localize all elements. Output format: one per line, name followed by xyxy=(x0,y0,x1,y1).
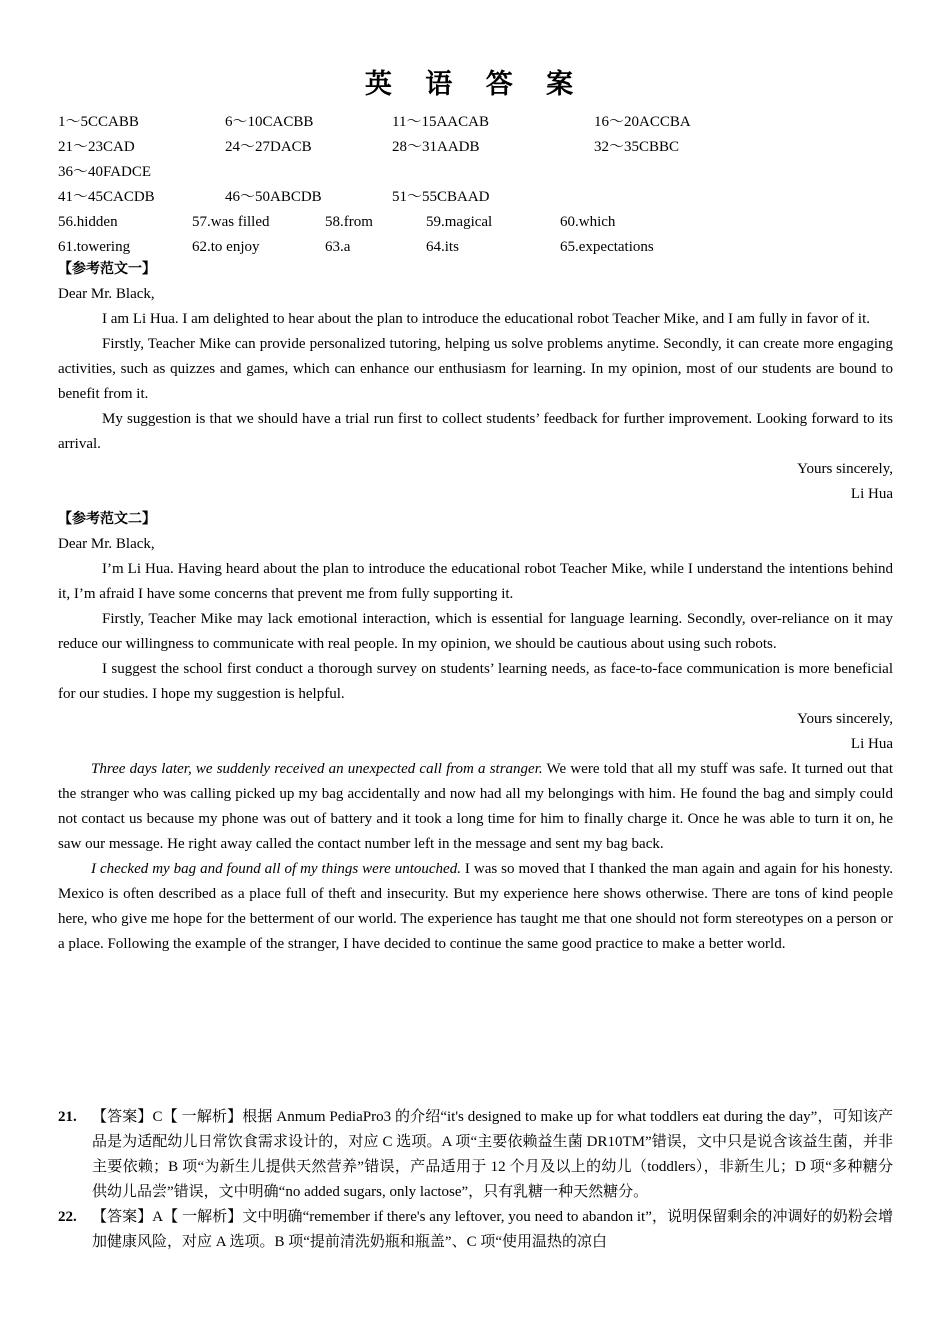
answer-key-cell: 1～5CCABB xyxy=(58,114,139,130)
explanation-item xyxy=(58,1105,893,1205)
answer-key-row xyxy=(58,160,898,185)
answer-key-cell: 41～45CACDB xyxy=(58,189,155,205)
answer-key-cell: 24～27DACB xyxy=(225,139,312,155)
fill-in-cell: 59.magical xyxy=(426,214,493,230)
explanation-text: 【答案】C【 一解析】根据 Anmum PediaPro3 的介绍“it's designed to make up for what toddlers eat during the day”，可知该产品是为适配幼儿日常饮食需求设计的，对应 C 选项。A 项“主要依赖益生菌 DR10TM”错误，文中只是说含该益生菌，并非主要依赖；B 项“为新生儿提供天然营养”错误，产品适用于 12 个月及以上的幼儿（toddlers），非新生儿；D 项“多种糖分供幼儿品尝”错误，文中明确“no added sugars, only lactose”，只有乳糖一种天然糖分。 xyxy=(92,1109,893,1200)
fill-in-cell: 60.which xyxy=(560,214,616,230)
fill-in-cell: 62.to enjoy xyxy=(192,239,260,255)
answer-key-cell: 11～15AACAB xyxy=(392,114,489,130)
answer-key-cell: 36～40FADCE xyxy=(58,164,152,180)
continuation-paragraph xyxy=(58,857,893,957)
sample2-paragraph: I suggest the school first conduct a thorough survey on students’ learning needs, as face-to-face communication is more beneficial for our studies. I hope my suggestion is helpful. xyxy=(58,661,893,702)
fill-in-cell: 64.its xyxy=(426,239,459,255)
sample2-paragraph: I’m Li Hua. Having heard about the plan to introduce the educational robot Teacher Mike, while I understand the intentions behind it, I’m afraid I have some concerns that prevent me from fully supporting it. xyxy=(58,561,893,602)
sample2-heading: 【参考范文二】 xyxy=(58,511,156,527)
sample2-greeting: Dear Mr. Black, xyxy=(58,536,155,552)
fill-in-cell: 65.expectations xyxy=(560,239,654,255)
continuation-text: We were told that all my stuff was safe. It turned out that the stranger who was calling picked up my bag accidentally and now had all my belongings with him. He found the bag and simply could not contact us because my phone was out of battery and it took a long time for him to finally charge it. Once he was able to turn it on, he saw our message. He right away called the contact number left in the message and sent my bag back. xyxy=(58,761,893,852)
answer-key-cell: 6～10CACBB xyxy=(225,114,314,130)
fill-in-cell: 57.was filled xyxy=(192,214,270,230)
sample1-paragraph: My suggestion is that we should have a trial run first to collect students’ feedback for further improvement. Looking forward to its arrival. xyxy=(58,411,893,452)
continuation-paragraph xyxy=(58,757,893,857)
explanation-item xyxy=(58,1205,893,1255)
answer-key-cell: 32～35CBBC xyxy=(594,139,680,155)
fill-in-cell: 56.hidden xyxy=(58,214,118,230)
fill-in-cell: 63.a xyxy=(325,239,351,255)
answer-key-cell: 21～23CAD xyxy=(58,139,135,155)
question-number: 21. xyxy=(58,1109,77,1125)
essay-section xyxy=(58,257,893,957)
answer-key xyxy=(58,110,898,260)
fill-in-row xyxy=(58,210,898,235)
page-title: 英 语 答 案 xyxy=(364,69,586,100)
sample1-paragraph: I am Li Hua. I am delighted to hear about the plan to introduce the educational robot Teacher Mike, and I am fully in favor of it. xyxy=(102,311,871,327)
sample2-paragraph: Firstly, Teacher Mike may lack emotional interaction, which is essential for language learning. Secondly, over-reliance on it may reduce our willingness to communicate with real people. In my opinion, we should be cautious about using such robots. xyxy=(58,611,893,652)
answer-key-row xyxy=(58,110,898,135)
fill-in-cell: 58.from xyxy=(325,214,373,230)
sample2-closing: Yours sincerely, xyxy=(797,711,893,727)
explanations-section xyxy=(58,1105,893,1255)
answer-key-cell: 46～50ABCDB xyxy=(225,189,322,205)
answer-key-cell: 28～31AADB xyxy=(392,139,480,155)
continuation-lead-sentence: Three days later, we suddenly received an unexpected call from a stranger. xyxy=(91,761,543,777)
answer-key-row xyxy=(58,185,898,210)
answer-key-row xyxy=(58,135,898,160)
sample1-paragraph: Firstly, Teacher Mike can provide personalized tutoring, helping us solve problems anytime. Secondly, it can create more engaging activities, such as quizzes and games, which can enhance our enthusiasm for learning. In my opinion, most of our students are bound to benefit from it. xyxy=(58,336,893,402)
sample1-closing: Yours sincerely, xyxy=(797,461,893,477)
question-number: 22. xyxy=(58,1209,77,1225)
sample1-greeting: Dear Mr. Black, xyxy=(58,286,155,302)
explanation-text: 【答案】A【 一解析】文中明确“remember if there's any leftover, you need to abandon it”，说明保留剩余的冲调好的奶粉会增加健康风险，对应 A 选项。B 项“提前清洗奶瓶和瓶盖”、C 项“使用温热的凉白 xyxy=(92,1209,893,1250)
continuation-lead-sentence: I checked my bag and found all of my things were untouched. xyxy=(91,861,461,877)
sample2-signature: Li Hua xyxy=(850,736,893,752)
sample1-signature: Li Hua xyxy=(850,486,893,502)
sample1-heading: 【参考范文一】 xyxy=(58,261,156,277)
answer-key-cell: 16～20ACCBA xyxy=(594,114,691,130)
fill-in-cell: 61.towering xyxy=(58,239,131,255)
answer-key-cell: 51～55CBAAD xyxy=(392,189,490,205)
continuation-text: I was so moved that I thanked the man again and again for his honesty. Mexico is often described as a place full of theft and insecurity. But my experience here shows otherwise. There are tons of kind people here, who give me hope for the betterment of our world. The experience has taught me that one should not form stereotypes on a person or a place. Following the example of the stranger, I have decided to continue the same good practice to make a better world. xyxy=(58,861,893,952)
